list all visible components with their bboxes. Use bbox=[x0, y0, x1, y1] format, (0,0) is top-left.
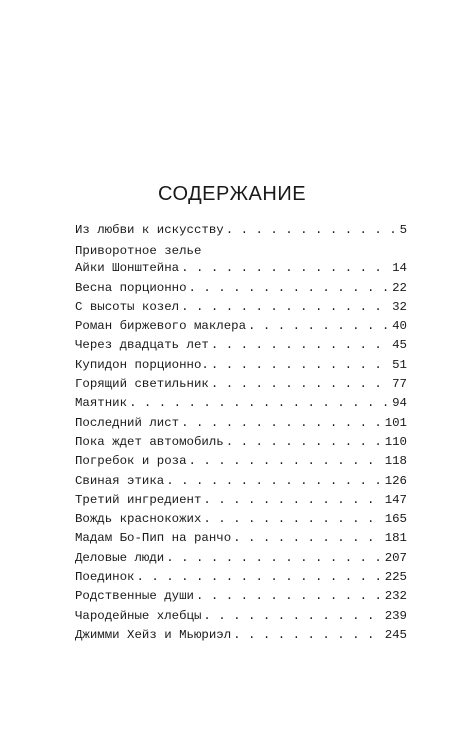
toc-entry-page: 94 bbox=[392, 396, 407, 411]
toc-entry bbox=[75, 356, 407, 375]
toc-entry-page: 147 bbox=[384, 492, 407, 507]
toc-entry bbox=[75, 279, 407, 298]
toc-entry-title: Из любви к искусству bbox=[75, 223, 224, 237]
dot-leader bbox=[233, 529, 383, 548]
toc-entry-title: Родственные души bbox=[75, 589, 194, 604]
toc-entry-title: Маятник bbox=[75, 396, 128, 411]
dot-leader bbox=[211, 375, 390, 394]
toc-entry-page: 165 bbox=[384, 512, 407, 527]
dot-leader bbox=[189, 279, 391, 298]
toc-entry-page: 101 bbox=[384, 415, 407, 430]
toc-entry bbox=[75, 549, 407, 568]
toc-entry bbox=[75, 626, 407, 645]
toc-entry-title: Весна порционно bbox=[75, 280, 187, 295]
toc-entry-title: Чародейные хлебцы bbox=[75, 608, 202, 623]
dot-leader bbox=[203, 510, 382, 529]
toc-entry-title: С высоты козел bbox=[75, 299, 180, 314]
toc-entry bbox=[75, 529, 407, 548]
toc-entry-page: 126 bbox=[384, 473, 407, 488]
toc-entry-page: 118 bbox=[384, 454, 407, 469]
toc-entry-title: Мадам Бо-Пип на ранчо bbox=[75, 531, 232, 546]
dot-leader bbox=[137, 568, 383, 587]
dot-leader bbox=[196, 587, 383, 606]
toc-entry-page: 110 bbox=[384, 434, 407, 449]
toc-entry-title: Вождь краснокожих bbox=[75, 512, 202, 527]
dot-leader bbox=[181, 414, 383, 433]
toc-entry-page: 232 bbox=[384, 589, 407, 604]
toc-entry bbox=[75, 452, 407, 471]
toc-entry-title: Поединок bbox=[75, 570, 135, 585]
dot-leader bbox=[203, 607, 382, 626]
toc-entry-title: Джимми Хейз и Мьюриэл bbox=[75, 627, 232, 642]
toc-entry-page: 45 bbox=[392, 338, 407, 353]
toc-entry-title: Роман биржевого маклера bbox=[75, 319, 247, 334]
toc-entry-page: 32 bbox=[392, 299, 407, 314]
page-title: СОДЕРЖАНИЕ bbox=[157, 183, 307, 205]
dot-leader bbox=[129, 394, 390, 413]
dot-leader bbox=[226, 433, 383, 452]
dot-leader bbox=[181, 259, 390, 278]
toc-entry-title: Свиная этика bbox=[75, 473, 165, 488]
toc-entry-page: 225 bbox=[384, 570, 407, 585]
toc-entry-title: Пока ждет автомобиль bbox=[75, 434, 224, 449]
toc-entry-page: 51 bbox=[392, 357, 407, 372]
dot-leader bbox=[166, 549, 382, 568]
dot-leader bbox=[189, 452, 383, 471]
toc-entry-page: 239 bbox=[384, 608, 407, 623]
toc-entry bbox=[75, 568, 407, 587]
toc-entry-title: Третий ингредиент bbox=[75, 492, 202, 507]
dot-leader bbox=[248, 317, 390, 336]
toc-entry-title: Горящий светильник bbox=[75, 377, 209, 392]
dot-leader bbox=[211, 336, 390, 355]
toc-entry-title: Через двадцать лет bbox=[75, 338, 209, 353]
dot-leader bbox=[166, 472, 382, 491]
toc-entry bbox=[75, 491, 407, 510]
dot-leader bbox=[203, 491, 382, 510]
toc-entry-title: Погребок и роза bbox=[75, 454, 187, 469]
toc-entry-page: 207 bbox=[384, 550, 407, 565]
toc-entry-page: 22 bbox=[392, 280, 407, 295]
toc-entry-page: 5 bbox=[399, 223, 407, 237]
toc-entry bbox=[75, 587, 407, 606]
toc-entry-title: Последний лист bbox=[75, 415, 180, 430]
toc-entry-title-line1: Приворотное зелье bbox=[75, 244, 202, 259]
toc-entry-page: 40 bbox=[392, 319, 407, 334]
toc-entry-title: Купидон порционно. bbox=[75, 357, 209, 372]
toc-entry bbox=[75, 414, 407, 433]
toc-entry bbox=[75, 472, 407, 491]
toc-entry bbox=[75, 221, 407, 240]
toc-entry bbox=[75, 317, 407, 336]
toc-entry bbox=[75, 510, 407, 529]
toc-entry bbox=[75, 243, 407, 278]
dot-leader bbox=[211, 356, 390, 375]
dot-leader bbox=[233, 626, 383, 645]
table-of-contents bbox=[75, 221, 407, 645]
toc-entry-title: Деловые люди bbox=[75, 550, 165, 565]
toc-entry-title: Айки Шонштейна bbox=[75, 261, 180, 276]
toc-entry bbox=[75, 336, 407, 355]
toc-entry-page: 14 bbox=[392, 261, 407, 276]
toc-entry bbox=[75, 607, 407, 626]
dot-leader bbox=[226, 221, 398, 240]
dot-leader bbox=[181, 298, 390, 317]
toc-entry-page: 77 bbox=[392, 377, 407, 392]
toc-entry-page: 245 bbox=[384, 627, 407, 642]
toc-entry bbox=[75, 375, 407, 394]
toc-entry bbox=[75, 394, 407, 413]
toc-entry-page: 181 bbox=[384, 531, 407, 546]
toc-entry bbox=[75, 298, 407, 317]
toc-entry bbox=[75, 433, 407, 452]
